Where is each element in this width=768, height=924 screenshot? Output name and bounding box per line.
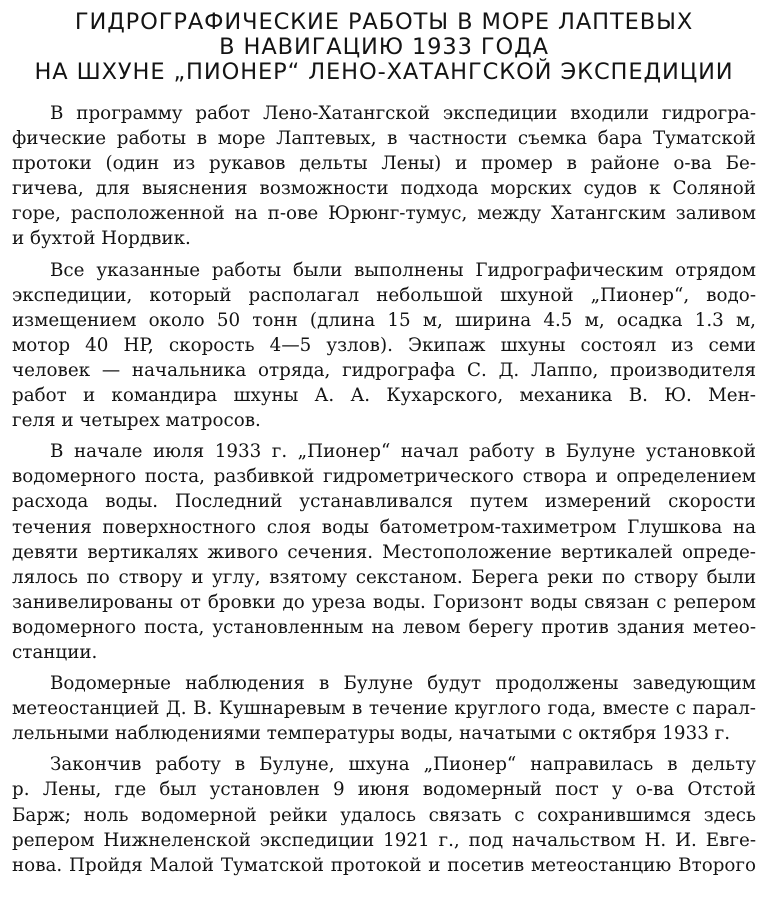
paragraph-1 xyxy=(12,101,756,252)
text-line: протоки (один из рукавов дельты Лены) и промер в районе о-ва Бе- xyxy=(12,153,756,175)
text-line: мотор 40 HP, скорость 4—5 узлов). Экипаж шхуны состоял из семи xyxy=(12,334,756,356)
text-line: водомерного поста, установленным на левом берегу против здания метео- xyxy=(12,616,756,638)
text-line: репером Нижнеленской экспедиции 1921 г., под начальством Н. И. Евге- xyxy=(12,829,756,851)
text-line: метеостанцией Д. В. Кушнаревым в течение круглого года, вместе с парал- xyxy=(12,698,756,720)
text-line: Барж; ноль водомерной рейки удалось связать с сохранившимся здесь xyxy=(12,804,756,826)
text-line: водомерного поста, разбивкой гидрометрического створа и определением xyxy=(12,466,756,488)
text-line: Закончив работу в Булуне, шхуна „Пионер“ направилась в дельту xyxy=(50,754,756,776)
text-line: нова. Пройдя Малой Туматской протокой и посетив метеостанцию Второго xyxy=(12,854,756,876)
text-line: работ и командира шхуны А. А. Кухарского, механика В. Ю. Мен- xyxy=(12,385,756,407)
text-line: экспедиции, который располагал небольшой шхуной „Пионер“, водо- xyxy=(12,284,756,306)
text-line: фические работы в море Лаптевых, в частности съемка бара Туматской xyxy=(12,128,756,150)
text-line: Все указанные работы были выполнены Гидрографическим отрядом xyxy=(50,259,756,281)
text-line: горе, расположенной на п-ове Юрюнг-тумус, между Хатангским заливом xyxy=(12,203,756,225)
text-line: и бухтой Нордвик. xyxy=(12,228,191,250)
text-line: занивелированы от бровки до уреза воды. Горизонт воды связан с репером xyxy=(12,591,756,613)
text-line: гичева, для выяснения возможности подхода морских судов к Соляной xyxy=(12,178,756,200)
text-line: лялось по створу и углу, взятому секстаном. Берега реки по створу были xyxy=(12,566,756,588)
article-body xyxy=(12,101,756,878)
article-title xyxy=(12,10,756,85)
text-line: р. Лены, где был установлен 9 июня водомерный пост у о-ва Отстой xyxy=(12,779,756,801)
text-line: течения поверхностного слоя воды батометром-тахиметром Глушкова на xyxy=(12,516,756,538)
title-line: НА ШХУНЕ „ПИОНЕР“ ЛЕНО-ХАТАНГСКОЙ ЭКСПЕДИЦИИ xyxy=(34,59,734,85)
text-line: девяти вертикалях живого сечения. Местоположение вертикалей опреде- xyxy=(12,541,756,563)
paragraph-5 xyxy=(12,752,756,877)
text-line: Водомерные наблюдения в Булуне будут продолжены заведующим xyxy=(50,673,756,695)
title-line: В НАВИГАЦИЮ 1933 ГОДА xyxy=(219,34,549,60)
text-line: лельными наблюдениями температуры воды, начатыми с октября 1933 г. xyxy=(12,723,731,745)
text-line: В программу работ Лено-Хатангской экспедиции входили гидрогра- xyxy=(50,103,756,124)
text-line: измещением около 50 тонн (длина 15 м, ширина 4.5 м, осадка 1.3 м, xyxy=(12,309,756,331)
text-line: станции. xyxy=(12,641,98,663)
text-line: геля и четырех матросов. xyxy=(12,410,261,432)
text-line: В начале июля 1933 г. „Пионер“ начал работу в Булуне установкой xyxy=(50,441,756,463)
text-line: расхода воды. Последний устанавливался путем измерений скорости xyxy=(12,491,756,513)
paragraph-3 xyxy=(12,439,756,665)
text-line: человек — начальника отряда, гидрографа С. Д. Лаппо, производителя xyxy=(12,359,756,381)
paragraph-4 xyxy=(12,671,756,746)
title-line: ГИДРОГРАФИЧЕСКИЕ РАБОТЫ В МОРЕ ЛАПТЕВЫХ xyxy=(74,9,694,35)
paragraph-2 xyxy=(12,258,756,434)
